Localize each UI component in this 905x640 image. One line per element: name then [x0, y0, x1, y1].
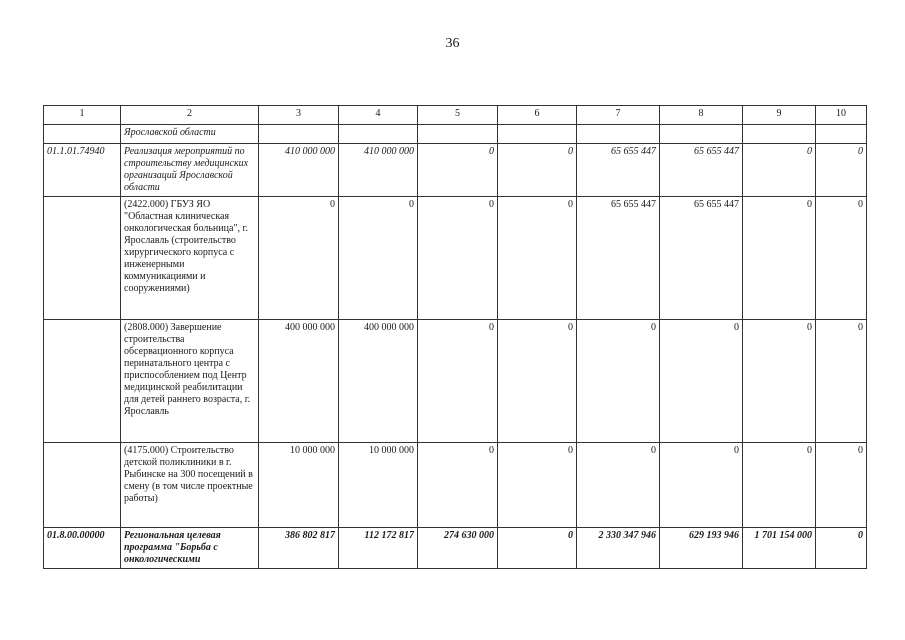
amount-col-10: 0: [816, 197, 867, 320]
column-header: 7: [577, 106, 660, 125]
amount-col-3: 386 802 817: [259, 528, 339, 569]
amount-col-10: 0: [816, 144, 867, 197]
amount-col-9: 0: [743, 144, 816, 197]
amount-col-8: [660, 125, 743, 144]
amount-col-8: 65 655 447: [660, 197, 743, 320]
amount-col-7: 0: [577, 443, 660, 528]
column-header: 10: [816, 106, 867, 125]
name-cell: Реализация мероприятий по строительству медицинских организаций Ярославской области: [121, 144, 259, 197]
name-cell: Региональная целевая программа "Борьба с онкологическими: [121, 528, 259, 569]
amount-col-5: 0: [418, 144, 498, 197]
page-number: 36: [445, 36, 460, 51]
amount-col-6: 0: [498, 528, 577, 569]
amount-col-6: 0: [498, 443, 577, 528]
amount-col-5: 274 630 000: [418, 528, 498, 569]
amount-col-9: 0: [743, 320, 816, 443]
amount-col-7: 2 330 347 946: [577, 528, 660, 569]
amount-col-3: 400 000 000: [259, 320, 339, 443]
amount-col-6: 0: [498, 320, 577, 443]
amount-col-3: 0: [259, 197, 339, 320]
code-cell: [44, 320, 121, 443]
amount-col-3: 10 000 000: [259, 443, 339, 528]
code-cell: [44, 197, 121, 320]
column-header: 8: [660, 106, 743, 125]
amount-col-5: 0: [418, 197, 498, 320]
column-header: 3: [259, 106, 339, 125]
table-row: [44, 528, 867, 569]
amount-col-4: 410 000 000: [339, 144, 418, 197]
amount-col-6: 0: [498, 144, 577, 197]
amount-col-6: [498, 125, 577, 144]
amount-col-7: 0: [577, 320, 660, 443]
table-row: [44, 320, 867, 443]
amount-col-6: 0: [498, 197, 577, 320]
table-body: [44, 106, 867, 569]
amount-col-10: [816, 125, 867, 144]
name-cell: (2422.000) ГБУЗ ЯО "Областная клиническая онкологическая больница", г. Ярославль (строительство хирургического корпуса с инженерными коммуникациями и сооружениями): [121, 197, 259, 320]
amount-col-8: 0: [660, 320, 743, 443]
code-cell: [44, 443, 121, 528]
name-cell: Ярославской области: [121, 125, 259, 144]
column-header: 5: [418, 106, 498, 125]
column-header: 9: [743, 106, 816, 125]
amount-col-5: 0: [418, 320, 498, 443]
table-row: [44, 197, 867, 320]
code-cell: 01.1.01.74940: [44, 144, 121, 197]
amount-col-9: 0: [743, 443, 816, 528]
amount-col-8: 65 655 447: [660, 144, 743, 197]
table-row: [44, 443, 867, 528]
table-row: [44, 125, 867, 144]
amount-col-9: 0: [743, 197, 816, 320]
amount-col-3: [259, 125, 339, 144]
amount-col-4: 400 000 000: [339, 320, 418, 443]
amount-col-7: 65 655 447: [577, 144, 660, 197]
amount-col-5: 0: [418, 443, 498, 528]
budget-table: [43, 105, 867, 569]
amount-col-10: 0: [816, 320, 867, 443]
column-header: 4: [339, 106, 418, 125]
amount-col-10: 0: [816, 443, 867, 528]
table-header-row: [44, 106, 867, 125]
code-cell: [44, 125, 121, 144]
name-cell: (4175.000) Строительство детской поликлиники в г. Рыбинске на 300 посещений в смену (в том числе проектные работы): [121, 443, 259, 528]
column-header: 2: [121, 106, 259, 125]
amount-col-4: 0: [339, 197, 418, 320]
table-row: [44, 144, 867, 197]
amount-col-4: 112 172 817: [339, 528, 418, 569]
amount-col-4: [339, 125, 418, 144]
amount-col-8: 0: [660, 443, 743, 528]
amount-col-10: 0: [816, 528, 867, 569]
column-header: 6: [498, 106, 577, 125]
code-cell: 01.8.00.00000: [44, 528, 121, 569]
column-header: 1: [44, 106, 121, 125]
amount-col-9: 1 701 154 000: [743, 528, 816, 569]
amount-col-5: [418, 125, 498, 144]
amount-col-9: [743, 125, 816, 144]
amount-col-3: 410 000 000: [259, 144, 339, 197]
amount-col-4: 10 000 000: [339, 443, 418, 528]
amount-col-7: [577, 125, 660, 144]
name-cell: (2808.000) Завершение строительства обсервационного корпуса перинатального центра с приспособлением под Центр медицинской реабилитации для детей раннего возраста, г. Ярославль: [121, 320, 259, 443]
amount-col-8: 629 193 946: [660, 528, 743, 569]
amount-col-7: 65 655 447: [577, 197, 660, 320]
